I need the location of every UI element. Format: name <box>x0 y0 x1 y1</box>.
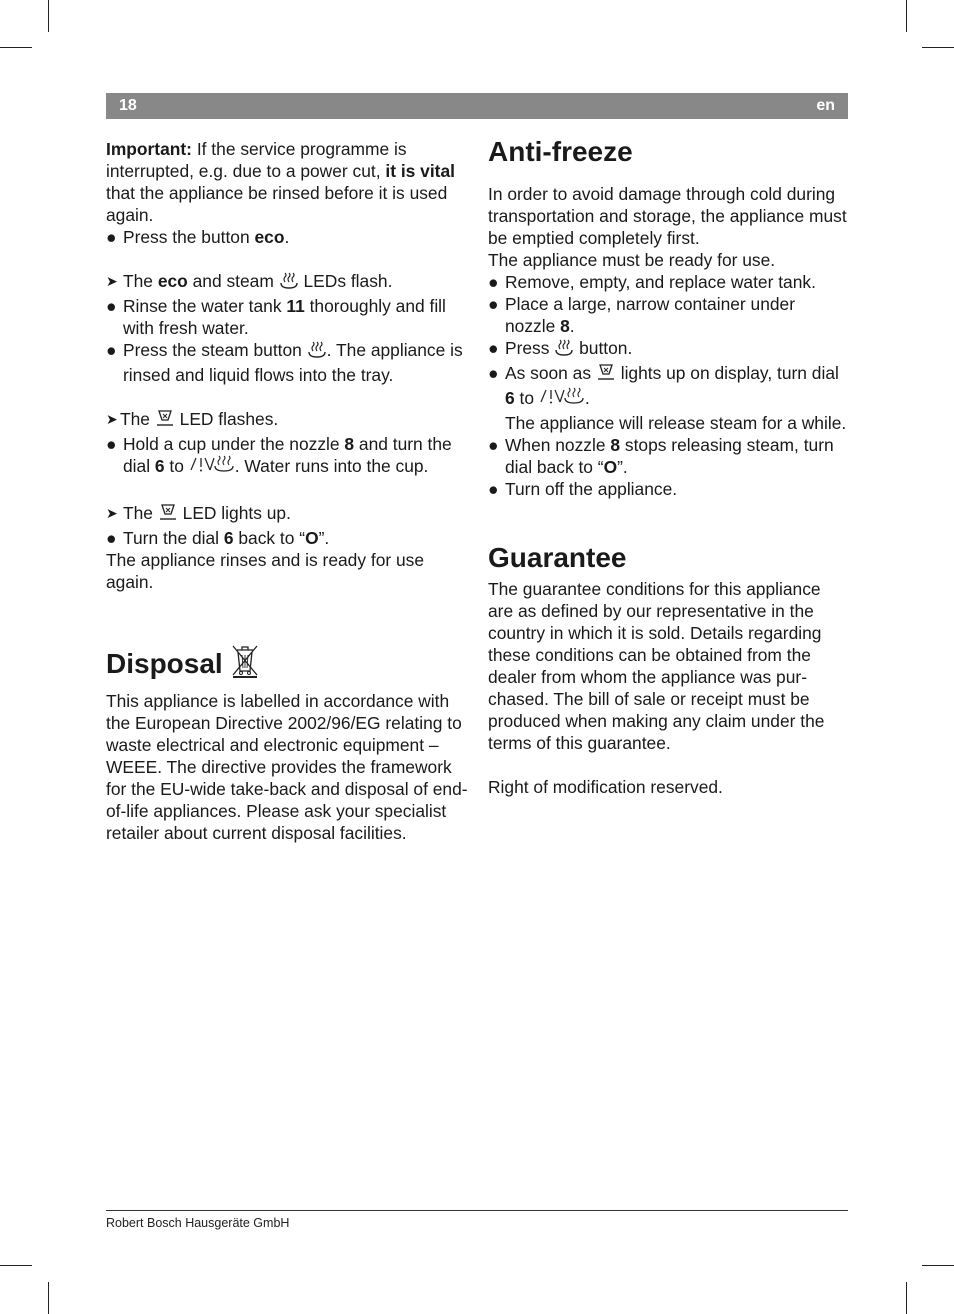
list-item: ● Press the steam button . The appliance is rinsed and liquid flows into the tray. <box>106 340 463 385</box>
crop-mark <box>48 1282 49 1314</box>
language-code: en <box>816 97 835 114</box>
list-item: ● As soon as lights up on display, turn dial 6 to . <box>488 362 850 412</box>
descale-icon <box>596 362 616 387</box>
dial-position-icon <box>539 387 585 412</box>
disposal-paragraph: This appliance is labelled in accordance with the European Directive 2002/96/EG relating to waste electrical and electronic equipment – WEEE. The directive provides the framework for the EU-wide take-back and disposal of end-of-life appliances. Please ask your specialist retailer about current disposal facilities. <box>106 691 468 843</box>
result-item: ➤ The LED flashes. <box>106 408 468 433</box>
weee-bin-icon <box>230 643 260 686</box>
crop-mark <box>922 47 954 48</box>
page-header-bar <box>106 93 848 119</box>
steam-icon <box>554 339 574 362</box>
important-paragraph: Important: If the service programme is interrupted, e.g. due to a power cut, it is vital that the appliance be rinsed before it is used again. <box>106 139 455 225</box>
guarantee-paragraph: The guarantee conditions for this appliance are as defined by our representative in the country in which it is sold. Details regarding these conditions can be obtained from the dealer from whom the appliance was pur-chased. The bill of sale or receipt must be produced when making any claim under the terms of this guarantee. <box>488 579 825 753</box>
antifreeze-ready: The appliance must be ready for use. <box>488 250 776 270</box>
dial-position-icon <box>189 455 235 480</box>
crop-mark <box>906 1282 907 1314</box>
left-column <box>106 138 468 844</box>
list-item: ● Remove, empty, and replace water tank. <box>488 272 816 292</box>
crop-mark <box>906 0 907 32</box>
crop-mark <box>922 1265 954 1266</box>
crop-mark <box>0 47 32 48</box>
page-number: 18 <box>119 97 137 114</box>
right-column <box>488 136 850 798</box>
list-item: ● Turn off the appliance. <box>488 479 678 499</box>
steam-release-note: The appliance will release steam for a while. <box>505 413 847 433</box>
result-item: ➤ The eco and steam LEDs flash. <box>106 270 468 295</box>
list-item: ● Rinse the water tank 11 thoroughly and fill with fresh water. <box>106 296 446 338</box>
list-item: ● Press button. <box>488 337 850 362</box>
modification-note: Right of modification reserved. <box>488 777 723 797</box>
result-item: ➤ The LED lights up. <box>106 502 468 527</box>
list-item: ● Hold a cup under the nozzle 8 and turn the dial 6 to . Water runs into the cup. <box>106 433 468 480</box>
disposal-heading: Disposal <box>106 643 468 686</box>
guarantee-heading: Guarantee <box>488 542 627 573</box>
crop-mark <box>48 0 49 32</box>
descale-icon <box>155 408 175 433</box>
footer-divider <box>106 1210 848 1211</box>
antifreeze-intro: In order to avoid damage through cold during transportation and storage, the appliance must be emptied completely first. <box>488 184 847 248</box>
list-item: ● When nozzle 8 stops releasing steam, turn dial back to “O”. <box>488 435 834 477</box>
steam-icon <box>279 272 299 295</box>
list-item: ● Place a large, narrow container under nozzle 8. <box>488 294 796 336</box>
list-item: ● Turn the dial 6 back to “O”. <box>106 528 330 548</box>
crop-mark <box>0 1265 32 1266</box>
steam-icon <box>307 341 327 364</box>
antifreeze-heading: Anti-freeze <box>488 136 633 167</box>
descale-icon <box>158 502 178 527</box>
list-item: ● Press the button eco. <box>106 227 290 247</box>
footer-company: Robert Bosch Hausgeräte GmbH <box>106 1216 290 1230</box>
rinse-ready-paragraph: The appliance rinses and is ready for use again. <box>106 550 425 592</box>
